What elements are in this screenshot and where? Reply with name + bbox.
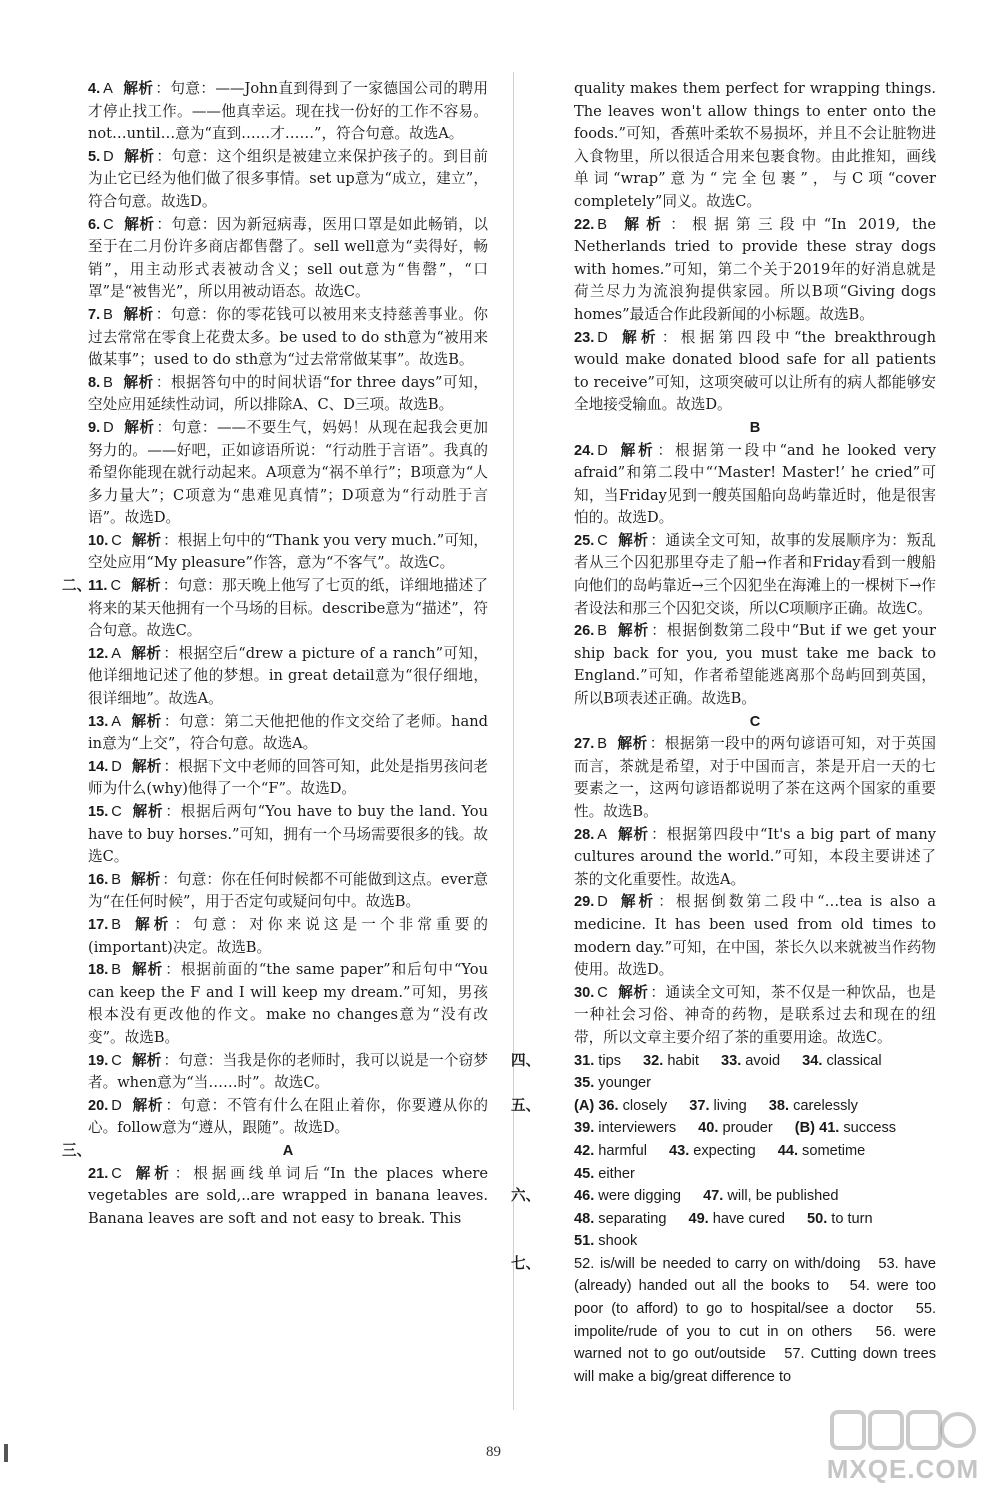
passage-b-heading: B <box>749 419 761 436</box>
section-5-label: 五、 <box>511 1096 541 1114</box>
watermark <box>818 1408 988 1482</box>
item-number: 19. <box>88 1052 109 1069</box>
item-answer: A <box>111 713 122 730</box>
item-answer: C <box>111 532 122 549</box>
fill-row <box>574 1163 936 1186</box>
fill-row <box>511 1095 936 1118</box>
analysis-tag: 解析 <box>617 983 649 1001</box>
item-answer: C <box>111 804 122 820</box>
fill-row <box>511 1185 936 1208</box>
fill-answer: younger <box>598 1075 652 1092</box>
fill-number: 46. <box>574 1188 595 1205</box>
fill-row <box>574 1208 936 1231</box>
answer-item <box>574 214 936 327</box>
section-6-label: 六、 <box>511 1187 541 1205</box>
analysis-text: ：根据倒数第二段中“But if we get your ship back for you, you must take me back to England.”可知，作者希望能逃离那个岛屿回到英国，所以B项表述正确。故选B。 <box>574 622 936 708</box>
fill-answer: sometime <box>802 1142 866 1159</box>
passage-a-heading: A <box>282 1142 294 1159</box>
analysis-text: ：根据下文中老师的回答可知，此处是指男孩问老师为什么(why)他得了一个“F”。故选D。 <box>88 757 488 798</box>
analysis-tag: 解析 <box>123 147 155 165</box>
analysis-tag: 解析 <box>617 825 650 843</box>
answer-item <box>88 756 488 801</box>
fill-answer: interviewers <box>598 1120 677 1137</box>
margin-mark <box>4 1444 8 1462</box>
item-number: 20. <box>88 1097 109 1114</box>
section-2-label: 二、 <box>62 577 92 595</box>
analysis-text: ：句意：那天晚上他写了七页的纸，详细地描述了将来的某天他拥有一个马场的目标。describe意为“描述”，符合句意。故选C。 <box>88 577 488 640</box>
item-number: 5. <box>88 148 101 165</box>
fill-number: 49. <box>688 1210 709 1227</box>
analysis-text: ：根据画线单词后“In the places where vegetables are sold,..are wrapped in banana leaves. Banana leaves are soft and not easy to break. This <box>88 1164 488 1227</box>
analysis-text: ：根据后两句“You have to buy the land. You have to buy horses.”可知，拥有一个马场需要很多的钱。故选C。 <box>88 803 488 866</box>
answer-item <box>88 1095 488 1140</box>
item-21-continuation: quality makes them perfect for wrapping things. The leaves won't allow things to enter onto the foods.”可知，香蕉叶柔软不易损坏，并且不会让脏物进入食物里，所以很适合用来包裹食物。由此推知，画线单词“wrap”意为“完全包裹”，与C项“cover completely”同义。故选C。 <box>574 80 936 210</box>
analysis-tag: 解析 <box>131 1051 162 1069</box>
answer-item <box>574 327 936 417</box>
fill-number: 51. <box>574 1233 595 1250</box>
fill-number: 43. <box>668 1142 690 1159</box>
answer-item <box>88 372 488 417</box>
fill-answer: carelessly <box>793 1097 858 1114</box>
fill-number: 45. <box>574 1165 595 1182</box>
answer-item <box>88 914 488 959</box>
answer-item <box>88 575 488 643</box>
answer-item <box>574 440 936 530</box>
fill-answer: separating <box>598 1210 667 1227</box>
fill-row <box>574 1117 936 1140</box>
analysis-tag: 解析 <box>131 712 162 730</box>
analysis-text: ：句意：这个组织是被建立来保护孩子的。到目前为止它已经为他们做了很多事情。set up意为“成立，建立”，符合句意。故选D。 <box>88 147 488 210</box>
analysis-tag: 解析 <box>617 622 650 640</box>
analysis-text: ：句意：不管有什么在阻止着你，你要遵从你的心。follow意为“遵从，跟随”。故选D。 <box>88 1096 488 1137</box>
analysis-tag: 解析 <box>617 328 660 346</box>
answer-item <box>88 1163 488 1231</box>
fill-number: 39. <box>574 1120 595 1137</box>
analysis-tag: 解析 <box>617 735 648 753</box>
fill-number: 32. <box>643 1052 664 1069</box>
analysis-text: ：句意：你在任何时候都不可能做到这点。ever意为“在任何时候”，用于否定句或疑问句中。故选B。 <box>88 870 488 911</box>
item-answer: C <box>110 578 122 595</box>
fill-row <box>511 1050 936 1073</box>
item-number: 13. <box>88 713 109 730</box>
item-number: 23. <box>574 329 595 346</box>
item-answer: D <box>597 442 608 459</box>
fill-answer: to turn <box>831 1210 873 1227</box>
fill-number: 47. <box>703 1188 724 1205</box>
answer-item <box>574 620 936 710</box>
analysis-text: ：根据倒数第二段中“…tea is also a medicine. It has been used from old times to modern day.”可知，在中国，茶长久以来就被当作药物使用。故选D。 <box>574 893 936 979</box>
fill-answer: have cured <box>712 1210 785 1227</box>
left-column <box>62 78 488 1230</box>
item-answer: C <box>111 1052 122 1069</box>
analysis-text: ：通读全文可知，茶不仅是一种饮品，也是一种社会习俗、神奇的药物，是联系过去和现在的纽带，所以文章主要介绍了茶的重要用途。故选C。 <box>574 983 936 1046</box>
item-answer: B <box>597 736 608 753</box>
answer-item <box>574 891 936 981</box>
fill-answer: were digging <box>598 1188 682 1205</box>
item-number: 15. <box>88 804 109 820</box>
item-answer: D <box>597 329 608 346</box>
item-number: 29. <box>574 894 595 911</box>
column-divider <box>513 72 514 1410</box>
fill-answer: avoid <box>745 1052 781 1069</box>
analysis-text: ：通读全文可知，故事的发展顺序为：叛乱者从三个囚犯那里夺走了船→作者和Friday看到一艘船向他们的岛屿靠近→三个囚犯坐在海滩上的一棵树下→作者设法和那三个囚犯交谈，所以C项顺序正确。故选C。 <box>574 531 936 617</box>
answer-item <box>574 824 936 892</box>
fill-number: 33. <box>720 1052 742 1069</box>
item-answer: D <box>597 894 608 911</box>
section-7-label: 七、 <box>511 1254 541 1272</box>
item-number: 22. <box>574 216 595 233</box>
analysis-tag: 解析 <box>617 215 669 233</box>
item-number: 25. <box>574 532 595 549</box>
fill-number: 50. <box>806 1210 828 1227</box>
analysis-tag: 解析 <box>122 80 154 97</box>
fill-number: 35. <box>574 1075 595 1092</box>
analysis-tag: 解析 <box>131 577 161 595</box>
item-number: 17. <box>88 916 109 933</box>
answer-item <box>88 959 488 1049</box>
watermark-logo-icon <box>828 1408 978 1454</box>
fill-row <box>574 1072 936 1095</box>
item-number: 7. <box>88 306 101 323</box>
item-answer: A <box>103 81 113 97</box>
item-answer: B <box>103 374 113 391</box>
fill-number: 40. <box>698 1120 719 1137</box>
analysis-text: ：根据第四段中“the breakthrough would make donated blood safe for all patients to receive”可知，这项突破可以让所有的病人都能够安全地接受输血。故选D。 <box>574 328 936 414</box>
item-number: 6. <box>88 216 101 233</box>
fill-answer: will, be published <box>727 1188 839 1205</box>
item-answer: B <box>111 916 122 933</box>
analysis-tag: 解析 <box>617 893 657 911</box>
section-2 <box>62 575 488 1140</box>
answer-item <box>88 530 488 575</box>
answer-item <box>574 733 936 823</box>
answer-item <box>88 1050 488 1095</box>
item-answer: B <box>597 216 608 233</box>
item-number: 27. <box>574 736 595 753</box>
answer-item <box>574 982 936 1050</box>
item-number: 30. <box>574 984 595 1001</box>
item-number: 8. <box>88 374 101 391</box>
fill-answer: living <box>713 1097 747 1114</box>
analysis-text: ：根据第三段中“In 2019, the Netherlands tried to provide these stray dogs with homes.”可知，第二个关于2019年的好消息就是荷兰尽力为流浪狗提供家园。所以B项“Giving dogs homes”最适合作此段新闻的小标题。故选B。 <box>574 215 936 323</box>
analysis-tag: 解析 <box>123 215 155 233</box>
fill-number: 37. <box>689 1097 710 1114</box>
item-answer: C <box>103 216 114 233</box>
analysis-tag: 解析 <box>131 644 162 662</box>
analysis-tag: 解析 <box>122 305 154 323</box>
fill-number: 42. <box>574 1142 595 1159</box>
answer-item <box>88 801 488 869</box>
item-number: 12. <box>88 645 109 662</box>
analysis-text: ：根据第一段中的两句谚语可知，对于英国而言，茶就是希望，对于中国而言，茶是开启一天的七要素之一，这两句谚语都说明了茶在这两个国家的重要性。故选B。 <box>574 735 936 820</box>
fill-answer: harmful <box>598 1142 647 1159</box>
analysis-tag: 解析 <box>131 757 162 775</box>
item-answer: D <box>111 1097 122 1114</box>
item-answer: A <box>597 826 608 843</box>
item-answer: C <box>111 1165 122 1182</box>
item-number: 28. <box>574 826 595 843</box>
answer-item <box>88 146 488 214</box>
item-answer: B <box>597 623 608 640</box>
section-3 <box>62 1140 488 1230</box>
analysis-tag: 解析 <box>131 803 164 820</box>
analysis-tag: 解析 <box>131 531 162 549</box>
answer-item <box>88 417 488 530</box>
fill-number: 34. <box>802 1052 823 1069</box>
analysis-text: ：句意：因为新冠病毒，医用口罩是如此畅销，以至于在二月份许多商店都售罄了。sell well意为“卖得好，畅销”，用主动形式表被动含义；sell out意为“售罄”，“口罩”是“被售光”，所以用被动语态。故选C。 <box>88 215 488 301</box>
answer-item <box>88 214 488 304</box>
analysis-tag: 解析 <box>131 961 164 979</box>
item-number: 4. <box>88 81 101 97</box>
passage-c-heading: C <box>749 713 761 730</box>
section-4-label: 四、 <box>511 1051 541 1069</box>
fill-row <box>574 1140 936 1163</box>
item-number: 24. <box>574 442 595 459</box>
analysis-text: ：句意：对你来说这是一个非常重要的(important)决定。故选B。 <box>88 915 488 956</box>
item-number: 14. <box>88 758 109 775</box>
item-number: 18. <box>88 962 109 979</box>
analysis-tag: 解析 <box>131 870 161 888</box>
analysis-tag: 解析 <box>131 1164 173 1182</box>
fill-answer: shook <box>598 1233 638 1250</box>
item-number: 10. <box>88 532 109 549</box>
analysis-text: ：根据前面的“the same paper”和后句中“You can keep the F and I will keep my dream.”可知，男孩根本没有更改他的作文。make no changes意为“没有改变”。故选B。 <box>88 961 488 1046</box>
section-7-text: 52. is/will be needed to carry on with/doing 53. have (already) handed out all the books to 54. were too poor (to afford) to go to hospital/see a doctor 55. impolite/rude of you to cut in on others 56. were warned not to go out/outside 57. Cutting down trees will make a big/great difference to <box>574 1255 936 1385</box>
fill-number: 31. <box>574 1052 595 1069</box>
item-answer: C <box>597 532 608 549</box>
fill-answer: prouder <box>722 1120 773 1137</box>
analysis-tag: 解析 <box>123 418 155 436</box>
fill-answer: success <box>843 1120 897 1137</box>
right-column <box>511 78 936 1388</box>
watermark-text: MXQE.COM <box>826 1454 980 1484</box>
analysis-text: ：句意：——不要生气，妈妈！从现在起我会更加努力的。——好吧，正如谚语所说：“行动胜于言语”。我真的希望你能现在就行动起来。A项意为“祸不单行”；B项意为“人多力量大”；C项意为“患难见真情”；D项意为“行动胜于言语”。故选D。 <box>88 418 488 527</box>
analysis-text: ：句意：你的零花钱可以被用来支持慈善事业。你过去常常在零食上花费太多。be used to do sth意为“被用来做某事”；used to do sth意为“过去常常做某事”。故选B。 <box>88 305 488 369</box>
answer-item <box>574 530 936 620</box>
analysis-tag: 解析 <box>131 1096 164 1114</box>
analysis-text: ：根据空后“drew a picture of a ranch”可知，他详细地记述了他的梦想。in great detail意为“很仔细地，很详细地”。故选A。 <box>88 644 488 708</box>
fill-number: (B) 41. <box>794 1120 840 1137</box>
item-answer: B <box>111 962 122 979</box>
analysis-text: ：句意：当我是你的老师时，我可以说是一个窃梦者。when意为“当……时”。故选C。 <box>88 1051 488 1092</box>
fill-answer: classical <box>826 1052 882 1069</box>
fill-number: 44. <box>777 1142 799 1159</box>
fill-answer: expecting <box>693 1142 756 1159</box>
answer-item <box>88 78 488 146</box>
fill-in-sections <box>511 1050 936 1389</box>
fill-answer: closely <box>622 1097 668 1114</box>
item-answer: C <box>597 984 608 1001</box>
fill-answer: either <box>598 1165 635 1182</box>
page-number-text: 89 <box>486 1444 501 1460</box>
fill-number: 48. <box>574 1210 595 1227</box>
fill-number: 38. <box>768 1097 790 1114</box>
item-number: 21. <box>88 1165 109 1182</box>
analysis-text: ：根据答句中的时间状语“for three days”可知，空处应用延续性动词，所以排除A、C、D三项。故选B。 <box>88 373 488 414</box>
item-answer: D <box>103 148 114 165</box>
item-answer: A <box>111 645 122 662</box>
analysis-tag: 解析 <box>122 373 154 391</box>
fill-answer: habit <box>667 1052 699 1069</box>
item-number: 16. <box>88 871 109 888</box>
item-number: 11. <box>88 578 108 595</box>
analysis-text: ：句意：——John直到得到了一家德国公司的聘用才停止找工作。——他真幸运。现在找一份好的工作不容易。not…until…意为“直到……才……”，符合句意。故选A。 <box>88 80 488 143</box>
item-answer: B <box>111 871 122 888</box>
analysis-text: ：句意：第二天他把他的作文交给了老师。hand in意为“上交”，符合句意。故选A。 <box>88 712 488 753</box>
analysis-text: ：根据第四段中“It's a big part of many cultures around the world.”可知，本段主要讲述了茶的文化重要性。故选A。 <box>574 825 936 888</box>
item-answer: D <box>103 419 114 436</box>
analysis-tag: 解析 <box>131 915 173 933</box>
page-number <box>486 1444 501 1461</box>
section-7 <box>511 1253 936 1389</box>
fill-answer: tips <box>598 1052 622 1069</box>
section-3-label: 三、 <box>62 1141 92 1159</box>
answer-item <box>88 304 488 372</box>
fill-row <box>574 1230 936 1253</box>
answer-item <box>88 869 488 914</box>
item-number: 26. <box>574 623 595 640</box>
analysis-tag: 解析 <box>617 441 656 459</box>
answer-item <box>88 711 488 756</box>
answer-item <box>88 643 488 711</box>
analysis-text: ：根据上句中的“Thank you very much.”可知，空处应用“My pleasure”作答，意为“不客气”。故选C。 <box>88 531 488 572</box>
fill-number: (A) 36. <box>574 1097 619 1114</box>
analysis-text: ：根据第一段中“and he looked very afraid”和第二段中“‘Master! Master!’ he cried”可知，当Friday见到一艘英国船向岛屿靠近时，他是很害怕的。故选D。 <box>574 441 936 527</box>
item-answer: B <box>103 306 113 323</box>
item-number: 9. <box>88 419 101 436</box>
analysis-tag: 解析 <box>617 531 649 549</box>
item-answer: D <box>111 758 122 775</box>
